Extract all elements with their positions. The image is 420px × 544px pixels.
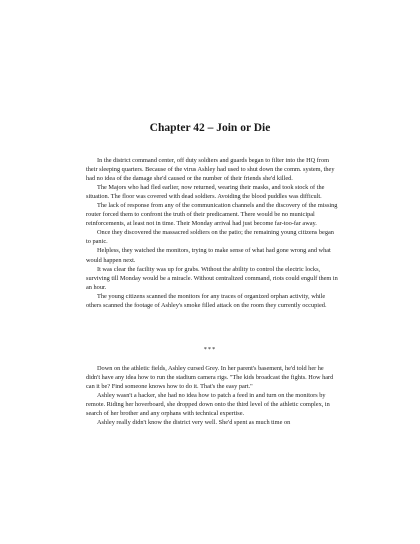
paragraph: The lack of response from any of the communication channels and the discovery of the missing router forced them to confront the truth of their predicament. There would be no municipal reinforcements, at least not in time. Their Monday arrival had just become far-too-far away.	[86, 202, 338, 228]
paragraph: The young citizens scanned the monitors for any traces of organized orphan activity, while others scanned the footage of Ashley's smoke filled attack on the room they currently occupied.	[86, 292, 327, 309]
section-separator: ***	[203, 346, 217, 353]
paragraph: The Majors who had fled earlier, now returned, wearing their masks, and took stock of the situation. The floor was covered with dead soldiers. Avoiding the blood puddles was difficult.	[86, 184, 325, 201]
section-1-text	[86, 156, 339, 310]
paragraph: Ashley really didn't know the district very well. She'd spent as much time on	[97, 419, 291, 427]
paragraph: Down on the athletic fields, Ashley cursed Grey. In her parent's basement, he'd told her he didn't have any idea how to run the stadium camera rigs. "The kids broadcast the fights. How hard can it be? Find someone knows how to do it. That's the easy part."	[86, 365, 334, 391]
paragraph: In the district command center, off duty soldiers and guards began to filter into the HQ from their sleeping quarters. Because of the virus Ashley had used to shut down the comm. system, they had no idea of the damage she'd caused or the number of their friends she'd killed.	[86, 157, 335, 183]
paragraph: Ashley wasn't a hacker, she had no idea how to patch a feed in and turn on the monitors by remote. Riding her hoverboard, she dropped down onto the third level of the athletic complex, in search of her brother and any orphans with technical expertise.	[86, 392, 330, 418]
section-2-text	[86, 364, 339, 427]
chapter-title: Chapter 42 – Join or Die	[149, 122, 271, 134]
paragraph: It was clear the facility was up for grabs. Without the ability to control the electric locks, surviving till Monday would be a miracle. Without centralized command, riots could engulf them in an hour.	[86, 265, 338, 291]
paragraph: Helpless, they watched the monitors, trying to make sense of what had gone wrong and what would happen next.	[86, 247, 331, 264]
paragraph: Once they discovered the massacred soldiers on the patio; the remaining young citizens began to panic.	[86, 229, 334, 246]
